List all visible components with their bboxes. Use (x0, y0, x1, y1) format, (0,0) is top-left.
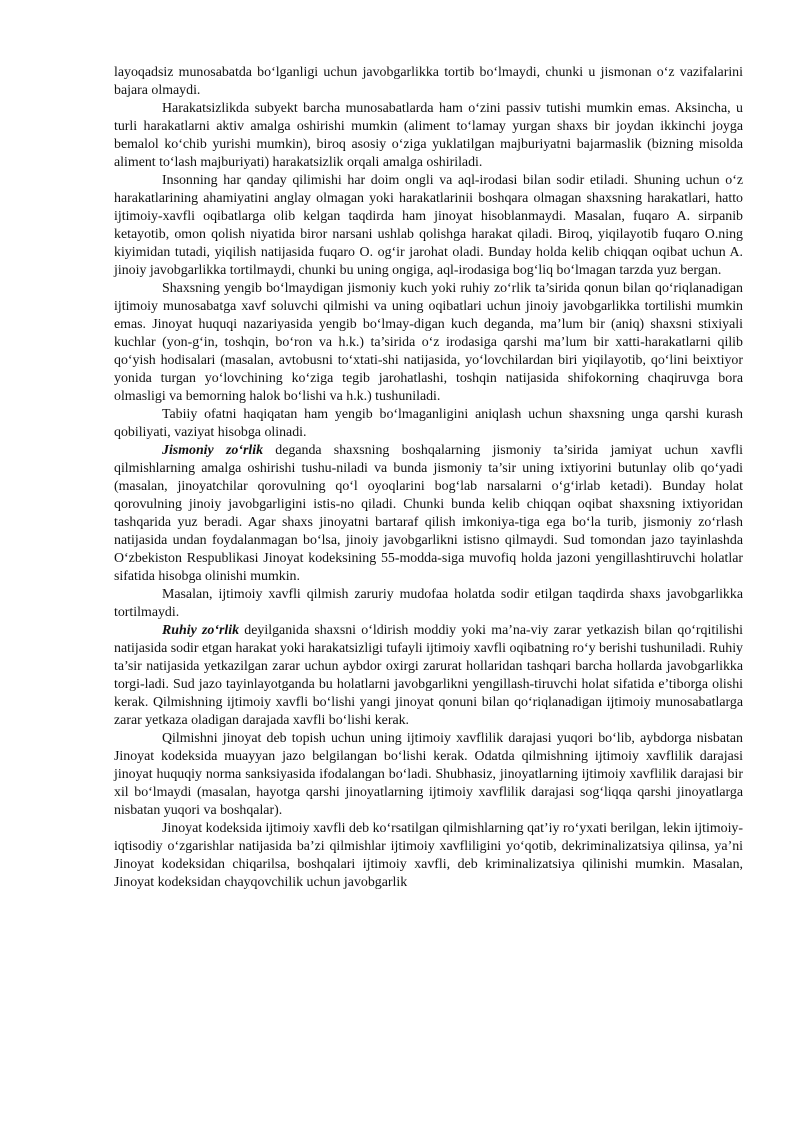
paragraph-necessary-defense: Masalan, ijtimoiy xavfli qilmish zaruriy mudofaa holatda sodir etilgan taqdirda shaxs javobgarlikka tortilmaydi. (114, 587, 743, 620)
paragraph-irresistible-force: Shaxsning yengib bo‘lmaydigan jismoniy kuch yoki ruhiy zo‘rlik ta’sirida qonun bilan qo‘riqlanadigan ijtimoiy munosabatga xavf soluvchi qilmishi va uning oqibatlari uchun jinoiy javobgarlikka tortilishi mumkin emas. Jinoyat huquqi nazariyasida yengib bo‘lmay-digan kuch deganda, ma’lum bir (aniq) shaxsni stixiyali kuchlar (yon-g‘in, toshqin, bo‘ron va h.k.) ta’sirida o‘z irodasiga qarshi ma’lum bir xatti-harakatlarni qilib qo‘yish hodisalari (masalan, avtobusni to‘xtati-shi natijasida, yo‘lovchilardan biri yiqilayotib, qo‘lini beixtiyor yonida turgan yo‘lovchining ko‘ziga tegib jarohatlashi, toshqin natijasida shifokorning chaqiruvga bora olmasligi va bemorning halok bo‘lishi va h.k.) tushuniladi. (114, 281, 743, 404)
term-physical-coercion: Jismoniy zo‘rlik (162, 443, 264, 458)
paragraph-decriminalization: Jinoyat kodeksida ijtimoiy xavfli deb ko‘rsatilgan qilmishlarning qat’iy ro‘yxati berilgan, lekin ijtimoiy-iqtisodiy o‘zgarishlar natijasida ba’zi qilmishlar ijtimoiy xavfliligini yo‘qotib, dekriminalizatsiya qilinsa, ya’ni Jinoyat kodeksidan chiqarilsa, boshqalari ijtimoiy xavfli, deb kriminalizatsiya qilinishi mumkin. Masalan, Jinoyat kodeksidan chayqovchilik uchun javobgarlik (114, 821, 743, 890)
paragraph-conscious-will: Insonning har qanday qilimishi har doim ongli va aql-irodasi bilan sodir etiladi. Shuning uchun o‘z harakatlarining ahamiyatini anglay olmagan yoki harakatlarinii boshqara olmagan shaxsning harakatlari, hatto ijtimoiy-xavfli oqibatlarga olib kelgan taqdirda ham jinoyat hisoblanmaydi. Masalan, fuqaro A. sirpanib ketayotib, omon qolish niyatida biror narsani ushlab qolishga harakat qiladi. Biroq, yiqilayotib fuqaro O.ning kiyimidan tutadi, yiqilish natijasida fuqaro O. og‘ir jarohat oladi. Bunday holda kelib chiqqan oqibat uchun A. jinoiy javobgarlikka tortilmaydi, chunki bu uning ongiga, aql-irodasiga bog‘liq bo‘lmagan tarzda yuz bergan. (114, 173, 743, 278)
paragraph-social-danger-degree: Qilmishni jinoyat deb topish uchun uning ijtimoiy xavflilik darajasi yuqori bo‘lib, aybdorga nisbatan Jinoyat kodeksida muayyan jazo belgilangan bo‘lishi kerak. Odatda qilmishning ijtimoiy xavflilik darajasi jinoyat huquqiy norma sanksiyasida ifodalangan bo‘ladi. Shubhasiz, jinoyatlarning ijtimoiy xavflilik darajasi bir xil bo‘lmaydi (masalan, hayotga qarshi jinoyatlarning ijtimoiy xavflilik darajasi sog‘liqqa qarshi jinoyatlarga nisbatan yuqori va boshqalar). (114, 731, 743, 818)
paragraph-natural-disaster: Tabiiy ofatni haqiqatan ham yengib bo‘lmaganligini aniqlash uchun shaxsning unga qarshi kurash qobiliyati, vaziyat hisobga olinadi. (114, 407, 743, 440)
paragraph-mental-coercion-text: deyilganida shaxsni o‘ldirish moddiy yoki ma’na-viy zarar yetkazish bilan qo‘rqitilishi natijasida sodir etgan harakat yoki harakatsizligi tufayli ijtimoiy xavfli oqibatning ro‘y berishi tushuniladi. Ruhiy ta’sir natijasida yetkazilgan zarar uchun aybdor oxirgi zarurat hollaridan tashqari barcha hollarda javobgarlikka torgi-ladi. Sud jazo tayinlayotganda bu holatlarni javobgarlikni yengillash-tiruvchi holat sifatida e’tiborga olishi kerak. Qilmishning ijtimoiy xavfli bo‘lishi yangi jinoyat qonuni bilan qo‘riqlanadigan ijtimoiy munosabatlarga zarar yetkaza oladigan darajada xavfli bo‘lishi kerak. (114, 623, 743, 728)
paragraph-physical-coercion-text: deganda shaxsning boshqalarning jismoniy ta’sirida jamiyat uchun xavfli qilmishlarning amalga oshirishi tushu-niladi va bunda jismoniy ta’sir uning ixtiyorini butunlay olib qo‘yadi (masalan, jinoyatchilar qorovulning qo‘l oyoqlarini bog‘lab narsalarni o‘g‘irlab ketadi). Bunday holat qorovulning jinoiy javobgarligini istis-no qiladi. Chunki bunda kelib chiqqan oqibat shaxsning ixtiyoridan tashqarida yuz beradi. Agar shaxs jinoyatni bartaraf qilish imkoniya-tiga ega bo‘la turib, jismoniy zo‘rlash natijasida undan foydalanmagan bo‘lsa, jinoiy javobgarlikni istisno qilmaydi. Sud tomondan jazo tayinlashda O‘zbekiston Respublikasi Jinoyat kodeksining 55-modda-siga muvofiq holda jazoni yengillashtiruvchi holatlar sifatida hisobga olinishi mumkin. (114, 443, 743, 584)
paragraph-mental-coercion (114, 622, 743, 730)
term-mental-coercion: Ruhiy zo‘rlik (162, 623, 240, 638)
paragraph-inaction: Harakatsizlikda subyekt barcha munosabatlarda ham o‘zini passiv tutishi mumkin emas. Aksincha, u turli harakatlarni aktiv amalga oshirishi mumkin (aliment to‘lamay yurgan shaxs bir joydan ikkinchi joyga bemalol ko‘chib yurishi mumkin), biroq asosiy o‘ziga yuklatilgan majburiyatni bajarmaslik (bizning misolda aliment to‘lash majburiyati) harakatsizlik orqali amalga oshiriladi. (114, 101, 743, 170)
paragraph-continuation: layoqadsiz munosabatda bo‘lganligi uchun javobgarlikka tortib bo‘lmaydi, chunki u jismonan o‘z vazifalarini bajara olmaydi. (114, 65, 743, 98)
paragraph-physical-coercion (114, 442, 743, 586)
